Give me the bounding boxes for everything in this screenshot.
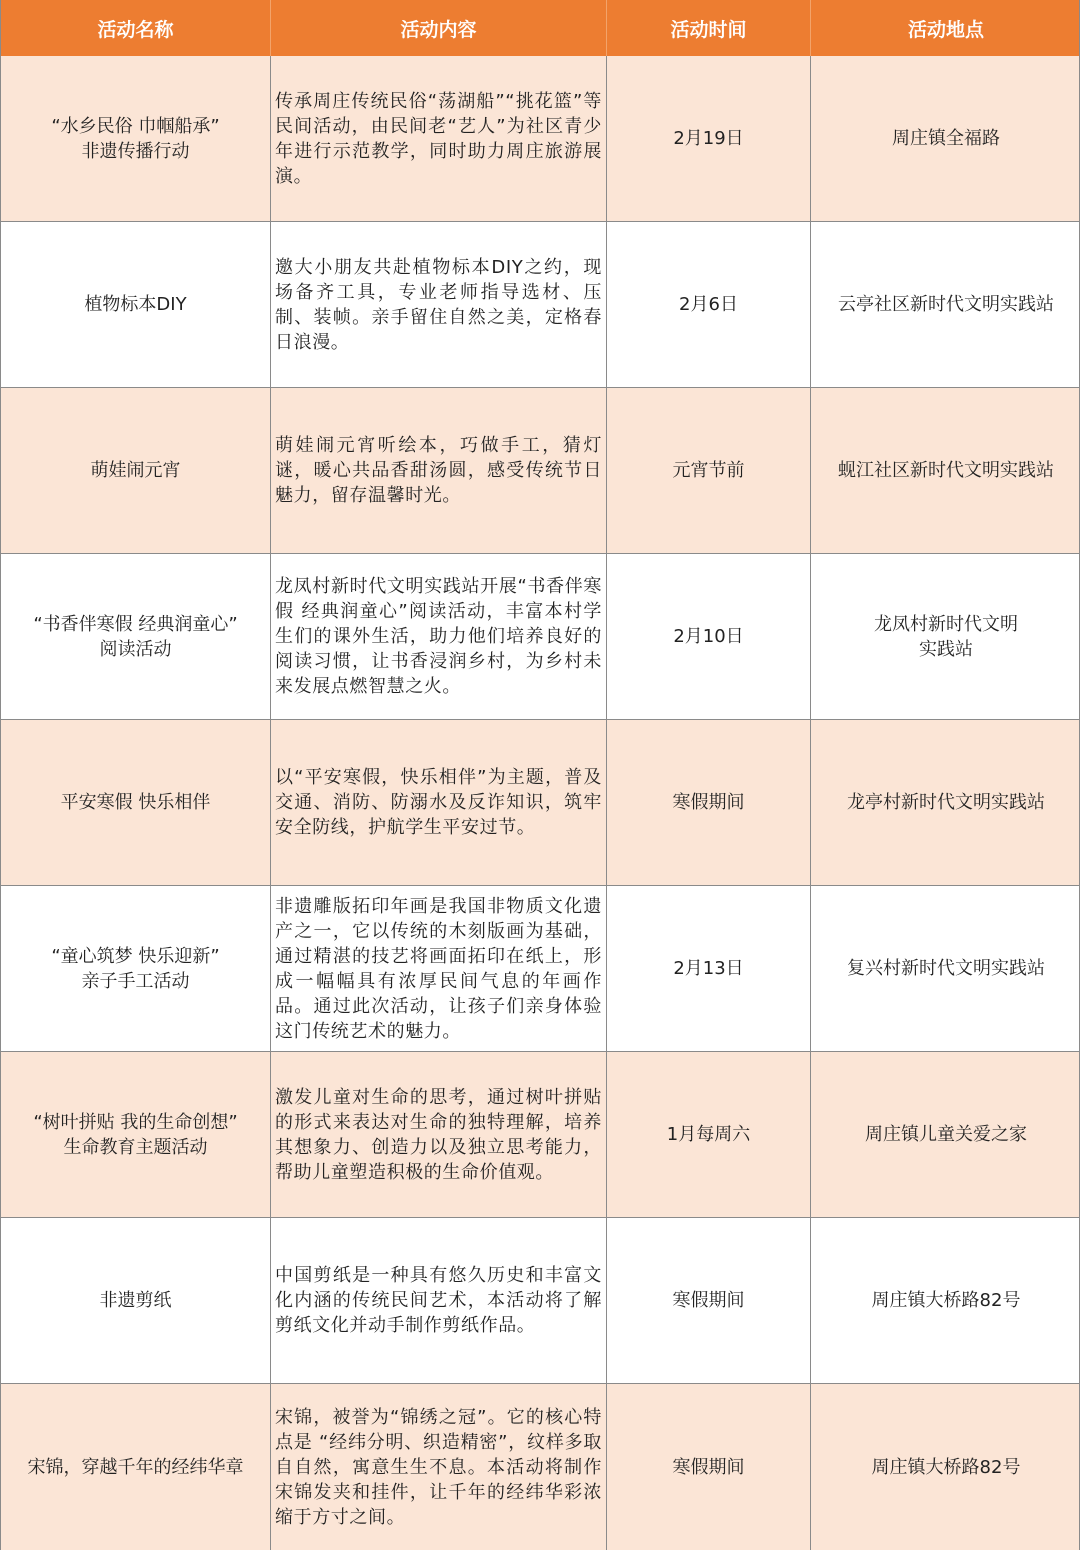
activity-name-cell bbox=[1, 1052, 271, 1217]
activity-content-text: 龙凤村新时代文明实践站开展“书香伴寒假 经典润童心”阅读活动，丰富本村学生们的课外生活，助力他们培养良好的阅读习惯，让书香浸润乡村，为乡村未来发展点燃智慧之火。 bbox=[275, 576, 602, 697]
activity-place-cell bbox=[811, 1052, 1080, 1217]
activity-time-cell: 寒假期间 bbox=[607, 720, 811, 885]
activity-name-line: 平安寒假 快乐相伴 bbox=[60, 792, 211, 813]
activity-place-cell bbox=[811, 554, 1080, 719]
activity-name-line: 阅读活动 bbox=[99, 638, 172, 660]
activity-content-text: 以“平安寒假，快乐相伴”为主题，普及交通、消防、防溺水及反诈知识，筑牢安全防线，护航学生平安过节。 bbox=[275, 767, 602, 838]
table-row bbox=[1, 388, 1079, 554]
activity-place-line: 蚬江社区新时代文明实践站 bbox=[838, 460, 1054, 481]
activity-time-cell: 2月19日 bbox=[607, 56, 811, 221]
table-body bbox=[1, 56, 1079, 1550]
activity-content-cell bbox=[271, 1384, 607, 1550]
activity-content-text: 传承周庄传统民俗“荡湖船”“挑花篮”等民间活动，由民间老“艺人”为社区青少年进行示范教学，同时助力周庄旅游展演。 bbox=[275, 90, 602, 187]
activity-name-line: 萌娃闹元宵 bbox=[90, 460, 181, 481]
activity-time-cell: 元宵节前 bbox=[607, 388, 811, 553]
activity-name-line: 非遗传播行动 bbox=[81, 140, 190, 162]
activity-content-cell bbox=[271, 554, 607, 719]
activity-content-cell bbox=[271, 388, 607, 553]
activity-name-line: 生命教育主题活动 bbox=[63, 1136, 208, 1158]
table-header bbox=[1, 0, 1079, 56]
activity-place-cell bbox=[811, 1384, 1080, 1550]
activity-name-cell bbox=[1, 554, 271, 719]
table-row bbox=[1, 222, 1079, 388]
activity-content-text: 激发儿童对生命的思考，通过树叶拼贴的形式来表达对生命的独特理解，培养其想象力、创造力以及独立思考能力，帮助儿童塑造积极的生命价值观。 bbox=[275, 1086, 602, 1183]
activity-place-cell bbox=[811, 388, 1080, 553]
activity-content-cell bbox=[271, 222, 607, 387]
activity-name-line: 非遗剪纸 bbox=[99, 1290, 172, 1311]
activity-time-cell: 1月每周六 bbox=[607, 1052, 811, 1217]
activity-place-line: 龙凤村新时代文明 bbox=[874, 613, 1018, 635]
activity-name-cell bbox=[1, 56, 271, 221]
activity-name-line: 宋锦，穿越千年的经纬华章 bbox=[27, 1456, 244, 1478]
activity-content-cell bbox=[271, 886, 607, 1051]
activity-content-text: 萌娃闹元宵听绘本，巧做手工，猜灯谜，暖心共品香甜汤圆，感受传统节日魅力，留存温馨时光。 bbox=[275, 435, 602, 506]
activity-place-line: 实践站 bbox=[919, 638, 973, 660]
activity-name-cell bbox=[1, 720, 271, 885]
activity-name-line: “水乡民俗 巾帼船承” bbox=[51, 115, 220, 137]
activity-name-line: 植物标本DIY bbox=[84, 294, 187, 315]
activity-content-cell bbox=[271, 1052, 607, 1217]
activity-content-cell bbox=[271, 720, 607, 885]
activity-name-line: “童心筑梦 快乐迎新” bbox=[51, 945, 220, 967]
activity-place-line: 龙亭村新时代文明实践站 bbox=[847, 792, 1045, 813]
activity-place-cell bbox=[811, 1218, 1080, 1383]
activity-place-line: 周庄镇大桥路82号 bbox=[871, 1456, 1021, 1478]
activity-time-cell: 寒假期间 bbox=[607, 1218, 811, 1383]
activity-time-cell: 寒假期间 bbox=[607, 1384, 811, 1550]
activity-place-line: 周庄镇儿童关爱之家 bbox=[865, 1124, 1027, 1145]
activity-place-cell bbox=[811, 222, 1080, 387]
activity-place-cell bbox=[811, 56, 1080, 221]
activity-content-cell bbox=[271, 1218, 607, 1383]
activity-place-cell bbox=[811, 886, 1080, 1051]
activity-place-cell bbox=[811, 720, 1080, 885]
activity-time-cell: 2月13日 bbox=[607, 886, 811, 1051]
header-name: 活动名称 bbox=[1, 0, 271, 56]
activity-name-cell bbox=[1, 886, 271, 1051]
activity-name-cell bbox=[1, 222, 271, 387]
table-row bbox=[1, 720, 1079, 886]
activity-time-cell: 2月6日 bbox=[607, 222, 811, 387]
activity-name-line: “树叶拼贴 我的生命创想” bbox=[33, 1111, 238, 1133]
table-row bbox=[1, 886, 1079, 1052]
activity-name-cell bbox=[1, 388, 271, 553]
header-content: 活动内容 bbox=[271, 0, 607, 56]
activity-content-text: 邀大小朋友共赴植物标本DIY之约，现场备齐工具，专业老师指导选材、压制、装帧。亲手留住自然之美，定格春日浪漫。 bbox=[275, 256, 602, 353]
header-place: 活动地点 bbox=[907, 18, 984, 41]
header-time: 活动时间 bbox=[607, 0, 811, 56]
activity-time-cell: 2月10日 bbox=[607, 554, 811, 719]
activity-place-line: 周庄镇大桥路82号 bbox=[871, 1290, 1021, 1311]
activity-content-cell bbox=[271, 56, 607, 221]
table-row bbox=[1, 1052, 1079, 1218]
activity-place-line: 复兴村新时代文明实践站 bbox=[847, 958, 1045, 979]
activity-name-cell bbox=[1, 1218, 271, 1383]
activity-name-line: 亲子手工活动 bbox=[81, 970, 190, 992]
activity-content-text: 中国剪纸是一种具有悠久历史和丰富文化内涵的传统民间艺术，本活动将了解剪纸文化并动手制作剪纸作品。 bbox=[275, 1265, 602, 1336]
table-row bbox=[1, 1218, 1079, 1384]
activity-place-line: 周庄镇全福路 bbox=[892, 128, 1000, 149]
activity-content-text: 非遗雕版拓印年画是我国非物质文化遗产之一，它以传统的木刻版画为基础，通过精湛的技艺将画面拓印在纸上，形成一幅幅具有浓厚民间气息的年画作品。通过此次活动，让孩子们亲身体验这门传统艺术的魅力。 bbox=[275, 895, 602, 1042]
activity-place-line: 云亭社区新时代文明实践站 bbox=[838, 294, 1054, 315]
activity-name-line: “书香伴寒假 经典润童心” bbox=[33, 613, 238, 635]
table-row bbox=[1, 56, 1079, 222]
activity-content-text: 宋锦，被誉为“锦绣之冠”。它的核心特点是 “经纬分明、织造精密”，纹样多取自自然，寓意生生不息。本活动将制作宋锦发夹和挂件，让千年的经纬华彩浓缩于方寸之间。 bbox=[275, 1406, 602, 1528]
table-row bbox=[1, 1384, 1079, 1550]
activity-name-cell bbox=[1, 1384, 271, 1550]
table-row bbox=[1, 554, 1079, 720]
